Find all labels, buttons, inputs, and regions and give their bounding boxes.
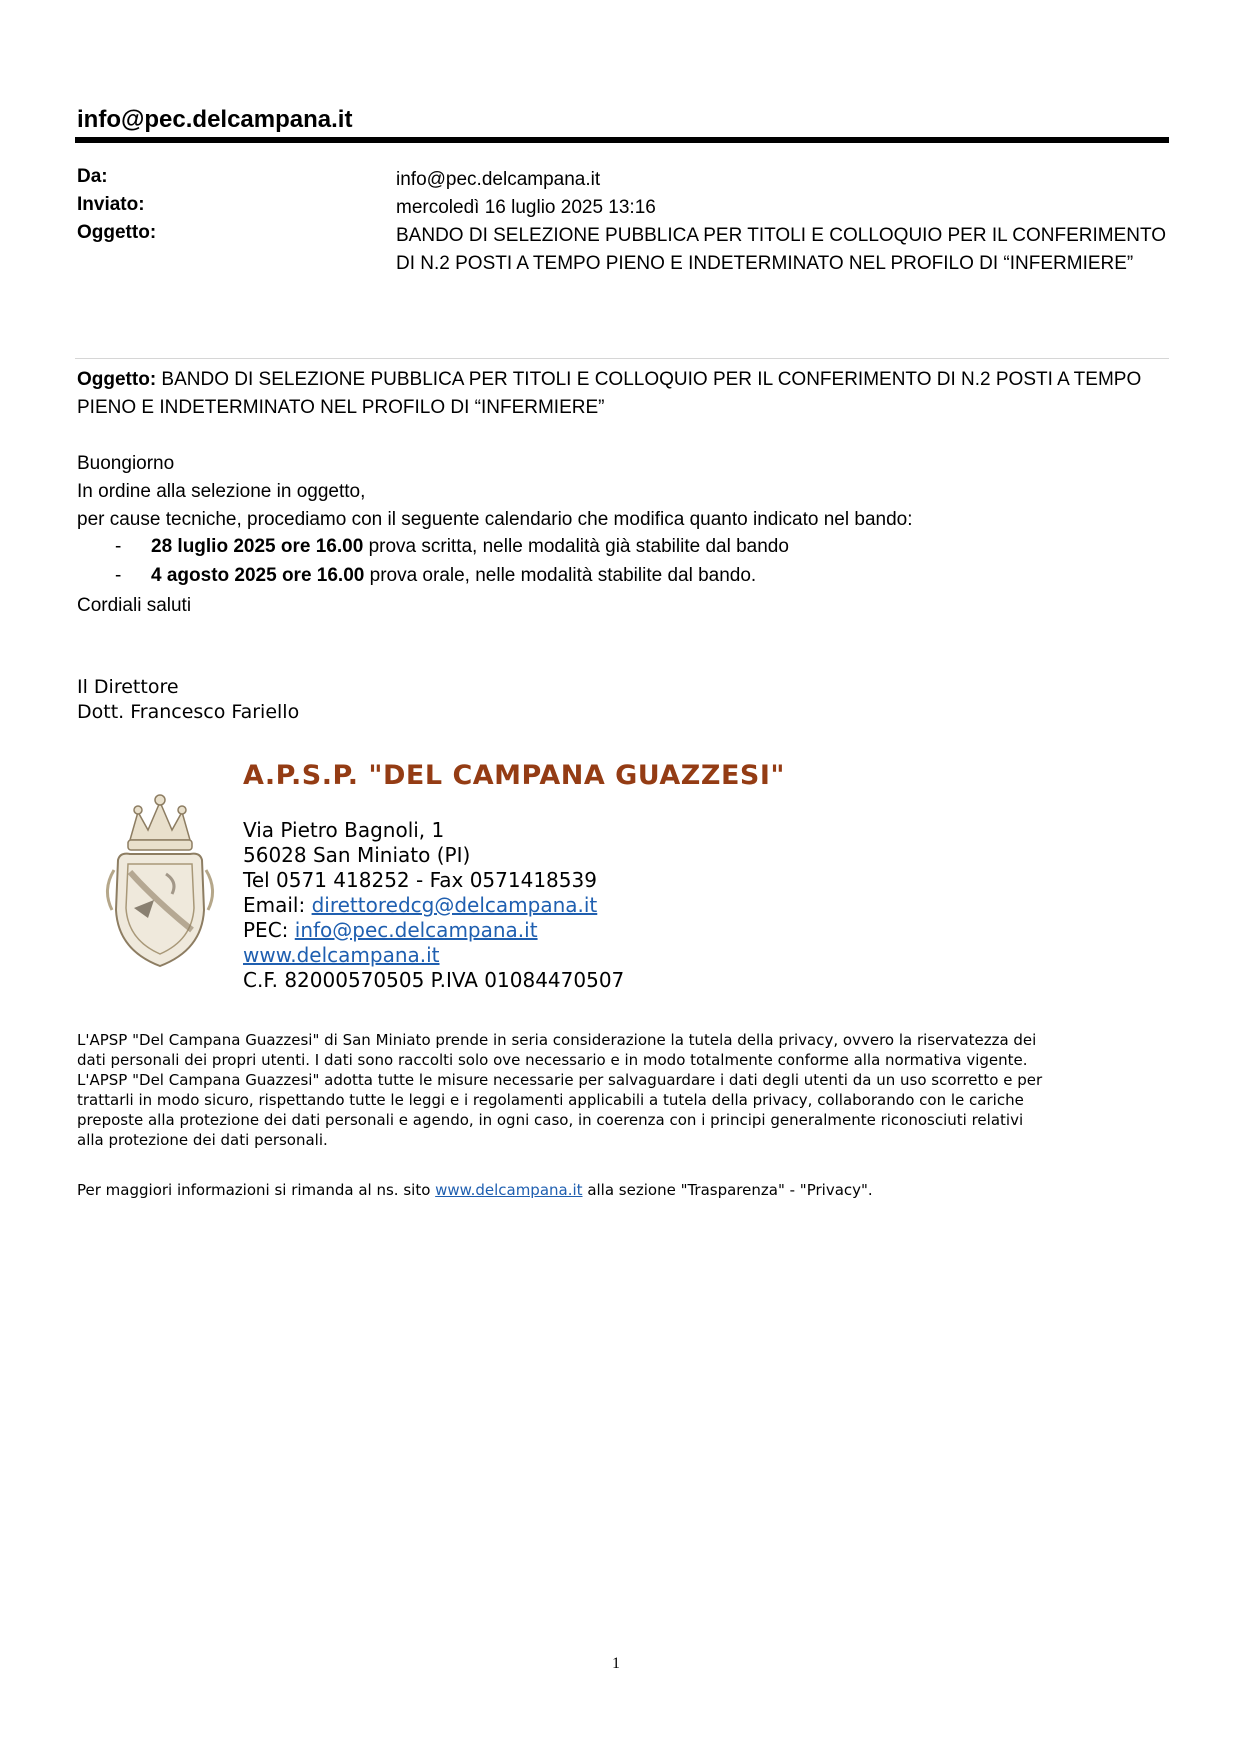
- privacy-line-2: dati personali dei propri utenti. I dati sono raccolti solo ove necessario e in modo totalmente conforme alla normativa vigente.: [77, 1051, 1028, 1069]
- header-divider: [75, 137, 1169, 143]
- privacy-line-4: trattarli in modo sicuro, rispettando tutte le leggi e i regolamenti applicabili a tutela della privacy, collaborando con le cariche: [77, 1091, 1024, 1109]
- more-info-prefix: Per maggiori informazioni si rimanda al ns. sito: [77, 1181, 436, 1199]
- phone-fax: Tel 0571 418252 - Fax 0571418539: [243, 868, 597, 892]
- body-subject-line-2: PIENO E INDETERMINATO NEL PROFILO DI “INFERMIERE”: [77, 397, 605, 418]
- email-line: [243, 893, 597, 918]
- body-line-1: In ordine alla selezione in oggetto,: [77, 481, 366, 502]
- sent-value: mercoledì 16 luglio 2025 13:16: [396, 197, 656, 218]
- bullet-item-2: [151, 565, 756, 587]
- address-line-1: Via Pietro Bagnoli, 1: [243, 818, 445, 842]
- privacy-line-6: alla protezione dei dati personali.: [77, 1131, 328, 1149]
- body-line-2: per cause tecniche, procediamo con il seguente calendario che modifica quanto indicato nel bando:: [77, 509, 913, 530]
- subject-label: Oggetto:: [77, 222, 157, 243]
- bullet-dash-1: -: [115, 536, 122, 557]
- bullet-item-1: [151, 536, 789, 558]
- address-line-2: 56028 San Miniato (PI): [243, 843, 471, 867]
- pec-label: PEC:: [243, 918, 295, 942]
- sent-label: Inviato:: [77, 194, 145, 215]
- email-link[interactable]: direttoredcg@delcampana.it: [311, 893, 598, 917]
- signature-role: Il Direttore: [77, 676, 179, 698]
- body-subject-line-1: BANDO DI SELEZIONE PUBBLICA PER TITOLI E COLLOQUIO PER IL CONFERIMENTO DI N.2 POSTI A TEMPO: [156, 369, 1142, 390]
- email-label: Email:: [243, 893, 312, 917]
- tax-codes: C.F. 82000570505 P.IVA 01084470507: [243, 968, 625, 992]
- bullet-date-1: 28 luglio 2025 ore 16.00: [151, 536, 364, 557]
- bullet-dash-2: -: [115, 565, 122, 586]
- privacy-line-1: L'APSP "Del Campana Guazzesi" di San Miniato prende in seria considerazione la tutela della privacy, ovvero la riservatezza dei: [77, 1031, 1037, 1049]
- pec-link[interactable]: info@pec.delcampana.it: [294, 918, 538, 942]
- signature-name: Dott. Francesco Fariello: [77, 701, 300, 723]
- coat-of-arms-icon: [100, 790, 220, 970]
- closing: Cordiali saluti: [77, 595, 192, 616]
- privacy-more-info: [77, 1180, 1177, 1200]
- more-info-suffix: alla sezione "Trasparenza" - "Privacy".: [582, 1181, 873, 1199]
- from-value: info@pec.delcampana.it: [396, 169, 601, 190]
- privacy-line-5: preposte alla protezione dei dati personali e agendo, in ogni caso, in coerenza con i principi generalmente riconosciuti relativi: [77, 1111, 1024, 1129]
- subject-line-2: DI N.2 POSTI A TEMPO PIENO E INDETERMINATO NEL PROFILO DI “INFERMIERE”: [396, 253, 1134, 274]
- from-label: Da:: [77, 166, 108, 187]
- privacy-website-link[interactable]: www.delcampana.it: [435, 1181, 583, 1199]
- body-subject-label: Oggetto:: [77, 369, 157, 390]
- website-link[interactable]: www.delcampana.it: [243, 943, 440, 967]
- body-divider: [75, 358, 1169, 359]
- privacy-notice: [77, 1030, 1177, 1150]
- greeting: Buongiorno: [77, 453, 175, 474]
- page-number: 1: [612, 1655, 620, 1672]
- bullet-desc-2: prova orale, nelle modalità stabilite dal bando.: [364, 565, 757, 586]
- bullet-date-2: 4 agosto 2025 ore 16.00: [151, 565, 365, 586]
- subject-line-1: BANDO DI SELEZIONE PUBBLICA PER TITOLI E COLLOQUIO PER IL CONFERIMENTO: [396, 225, 1167, 246]
- pec-line: [243, 918, 538, 943]
- bullet-desc-1: prova scritta, nelle modalità già stabilite dal bando: [363, 536, 789, 557]
- body-subject: [77, 366, 1167, 422]
- organization-name: A.P.S.P. "DEL CAMPANA GUAZZESI": [243, 760, 785, 791]
- sender-title: info@pec.delcampana.it: [77, 106, 353, 133]
- privacy-line-3: L'APSP "Del Campana Guazzesi" adotta tutte le misure necessarie per salvaguardare i dati degli utenti da un uso scorretto e per: [77, 1071, 1043, 1089]
- subject-value: [396, 222, 1176, 278]
